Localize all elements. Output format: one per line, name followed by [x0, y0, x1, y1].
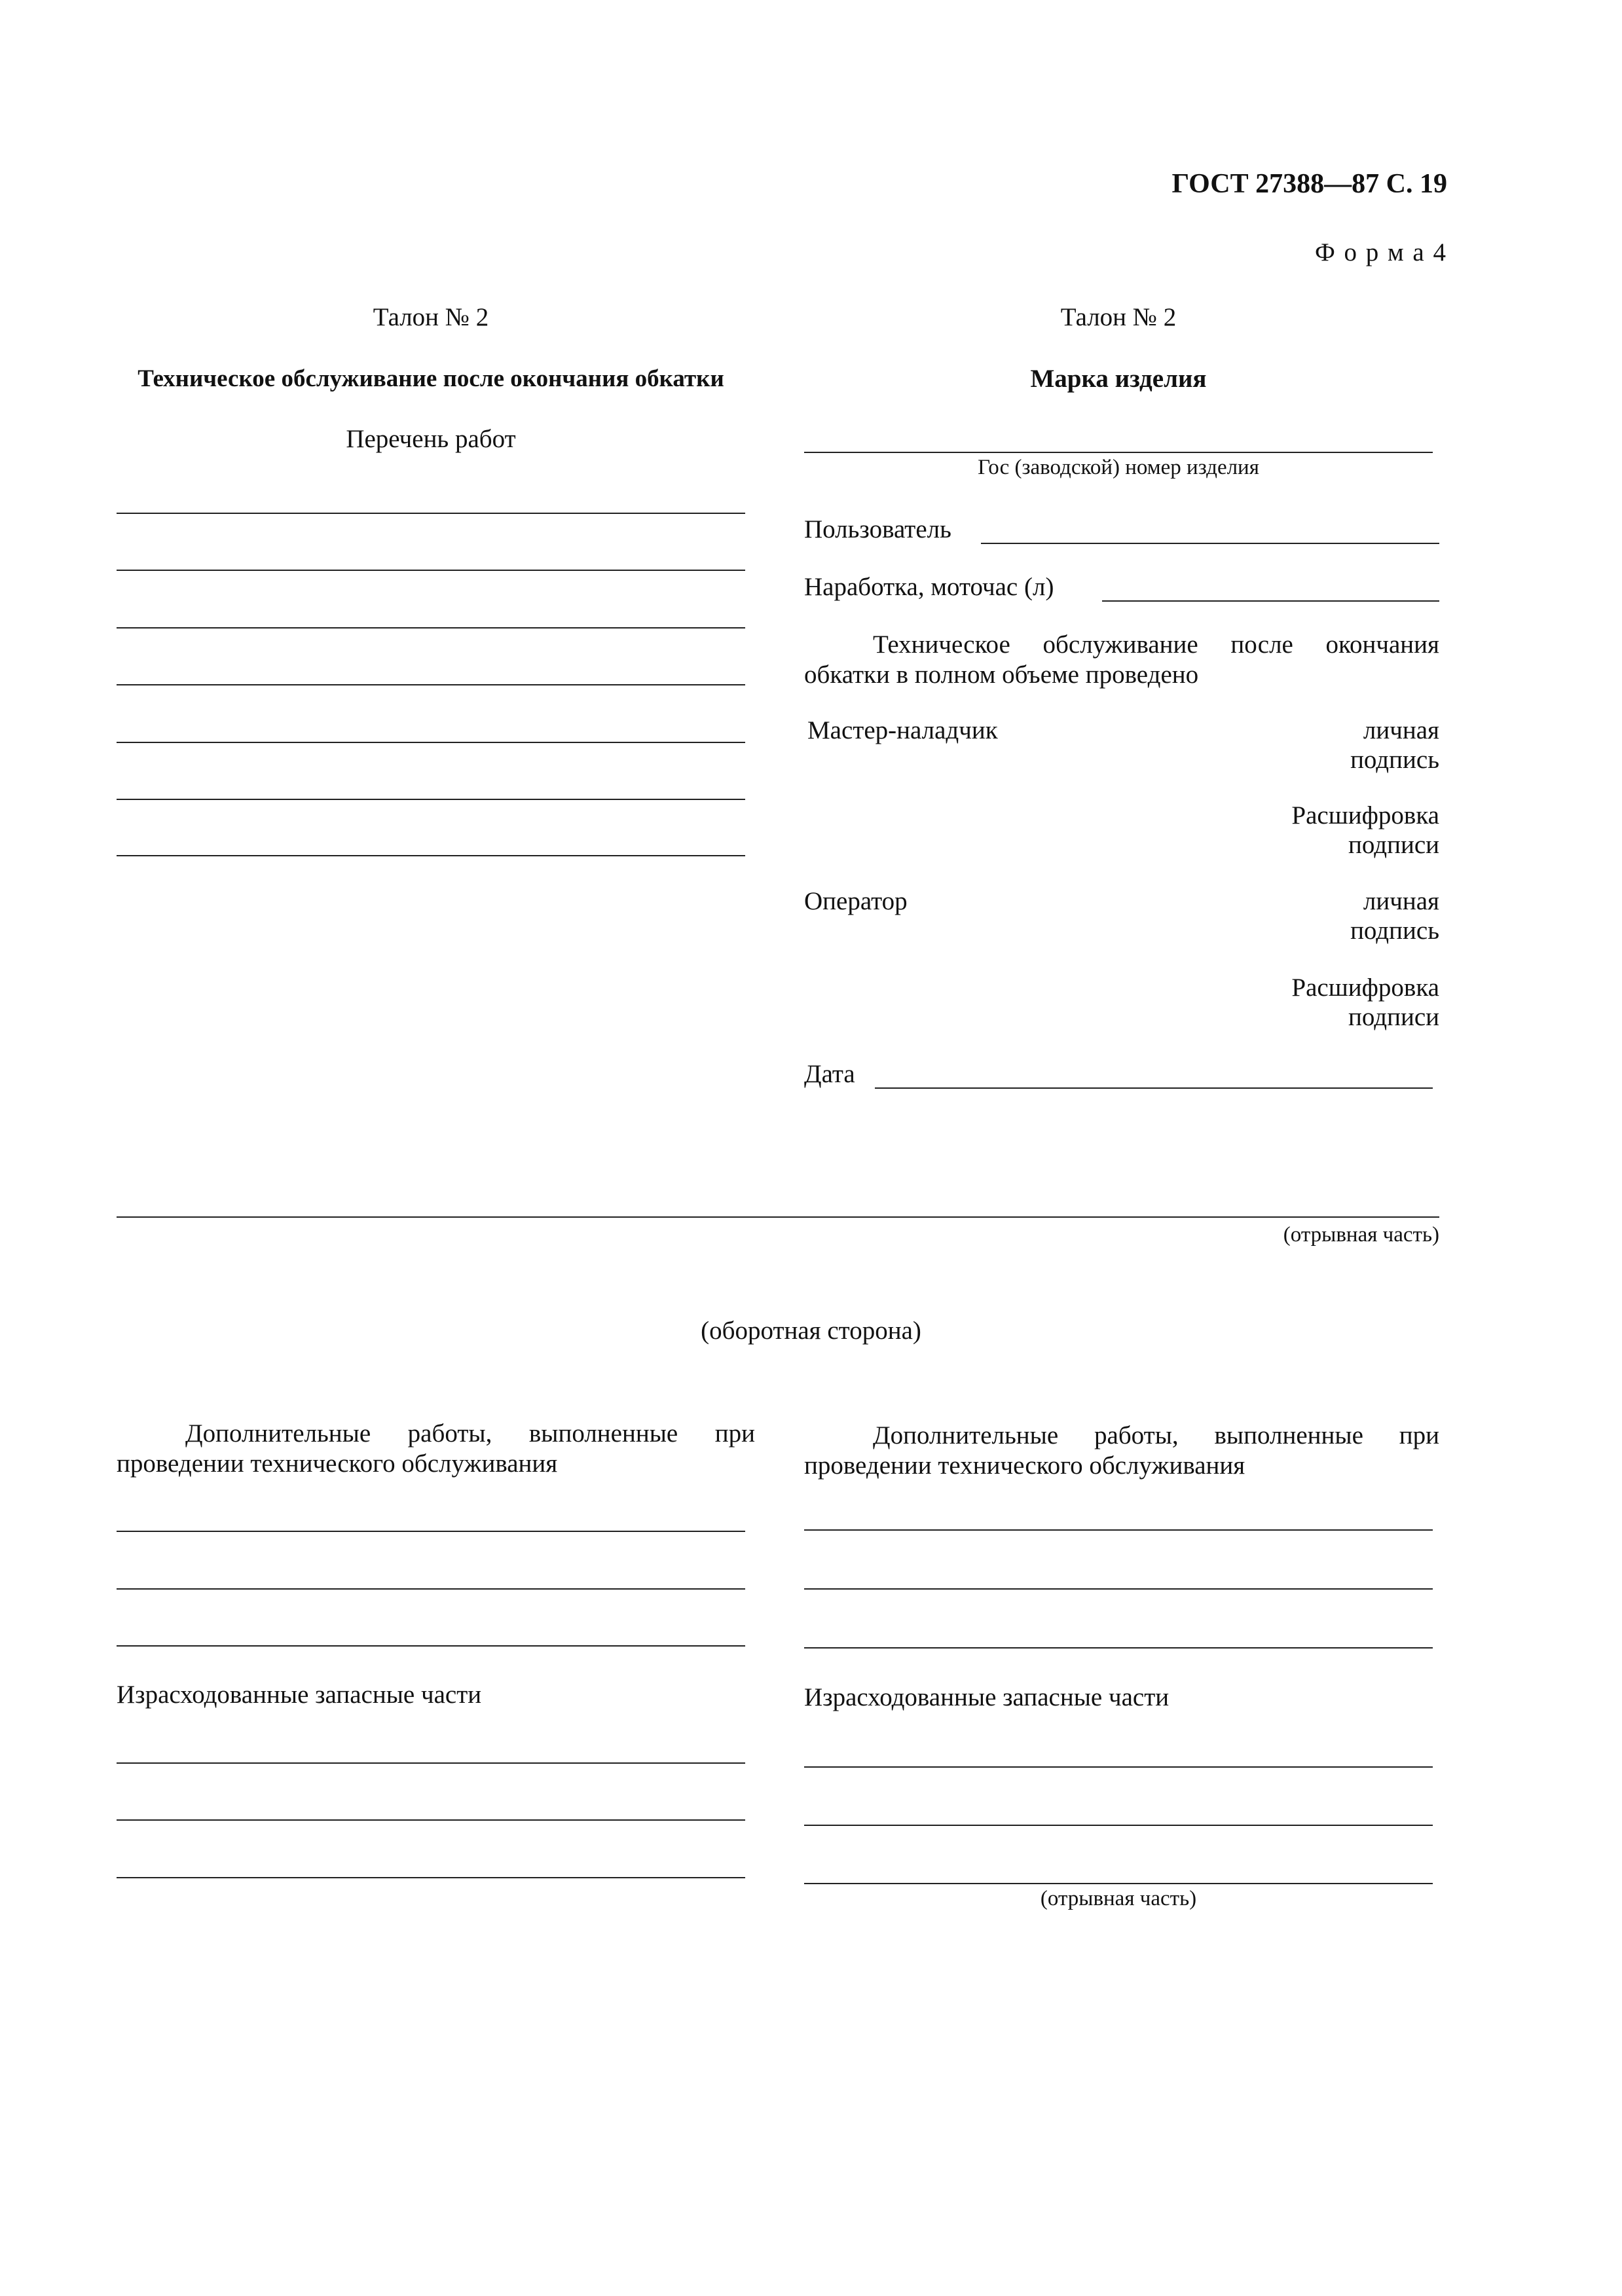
left-extra-line-1[interactable]: [117, 1531, 745, 1532]
date-field[interactable]: [875, 1087, 1433, 1089]
page-header: ГОСТ 27388—87 С. 19: [1171, 169, 1447, 199]
hours-label: Наработка, моточас (л): [804, 573, 1054, 601]
master-decode-2: подписи: [1348, 831, 1439, 859]
right-parts-line-1[interactable]: [804, 1766, 1433, 1768]
left-parts-line-3[interactable]: [117, 1877, 745, 1878]
left-extra-line-3[interactable]: [117, 1645, 745, 1647]
operator-signature-1: личная: [1363, 887, 1439, 915]
right-extra-line-2[interactable]: [804, 1588, 1433, 1590]
user-label: Пользователь: [804, 515, 951, 543]
right-spare-parts-title: Израсходованные запасные части: [804, 1683, 1170, 1711]
right-extra-line-1[interactable]: [804, 1529, 1433, 1531]
right-parts-line-3[interactable]: [804, 1883, 1433, 1884]
left-spare-parts-title: Израсходованные запасные части: [117, 1681, 482, 1709]
operator-label: Оператор: [804, 887, 908, 915]
left-parts-line-1[interactable]: [117, 1762, 745, 1764]
right-extra-works-title: Дополнительные работы, выполненные при проведении технического обслуживания: [804, 1421, 1439, 1480]
operator-signature-2: подпись: [1350, 917, 1439, 945]
date-label: Дата: [804, 1060, 855, 1088]
works-line-3[interactable]: [117, 627, 745, 629]
left-parts-line-2[interactable]: [117, 1819, 745, 1821]
operator-decode-2: подписи: [1348, 1003, 1439, 1031]
right-extra-line-3[interactable]: [804, 1647, 1433, 1649]
left-talon-title: Талон № 2: [373, 303, 489, 331]
form-number: Ф о р м а 4: [1314, 238, 1447, 266]
product-number-caption: Гос (заводской) номер изделия: [978, 456, 1259, 479]
back-side-title: (оборотная сторона): [701, 1317, 921, 1345]
left-maintenance-title: Техническое обслуживание после окончания обкатки: [138, 365, 724, 392]
master-decode-1: Расшифровка: [1291, 801, 1439, 829]
works-list-title: Перечень работ: [346, 425, 516, 453]
tear-line-front: [117, 1216, 1439, 1218]
product-brand-title: Марка изделия: [1030, 365, 1207, 393]
user-field[interactable]: [981, 543, 1439, 544]
tear-off-label-front: (отрывная часть): [1283, 1223, 1439, 1247]
maintenance-statement: Техническое обслуживание после окончания обкатки в полном объеме проведено: [804, 630, 1439, 689]
left-extra-line-2[interactable]: [117, 1588, 745, 1590]
left-extra-works-title: Дополнительные работы, выполненные при проведении технического обслуживания: [117, 1419, 755, 1478]
works-line-4[interactable]: [117, 684, 745, 685]
master-signature-2: подпись: [1350, 746, 1439, 774]
master-signature-1: личная: [1363, 716, 1439, 744]
tear-off-label-back: (отрывная часть): [1040, 1887, 1197, 1910]
works-line-6[interactable]: [117, 799, 745, 800]
hours-field[interactable]: [1102, 600, 1439, 602]
right-talon-title: Талон № 2: [1060, 303, 1177, 331]
works-line-7[interactable]: [117, 855, 745, 856]
product-number-line[interactable]: [804, 452, 1433, 453]
master-label: Мастер-наладчик: [807, 716, 998, 744]
works-line-2[interactable]: [117, 570, 745, 571]
operator-decode-1: Расшифровка: [1291, 974, 1439, 1002]
works-line-1[interactable]: [117, 513, 745, 514]
right-parts-line-2[interactable]: [804, 1825, 1433, 1826]
works-line-5[interactable]: [117, 742, 745, 743]
